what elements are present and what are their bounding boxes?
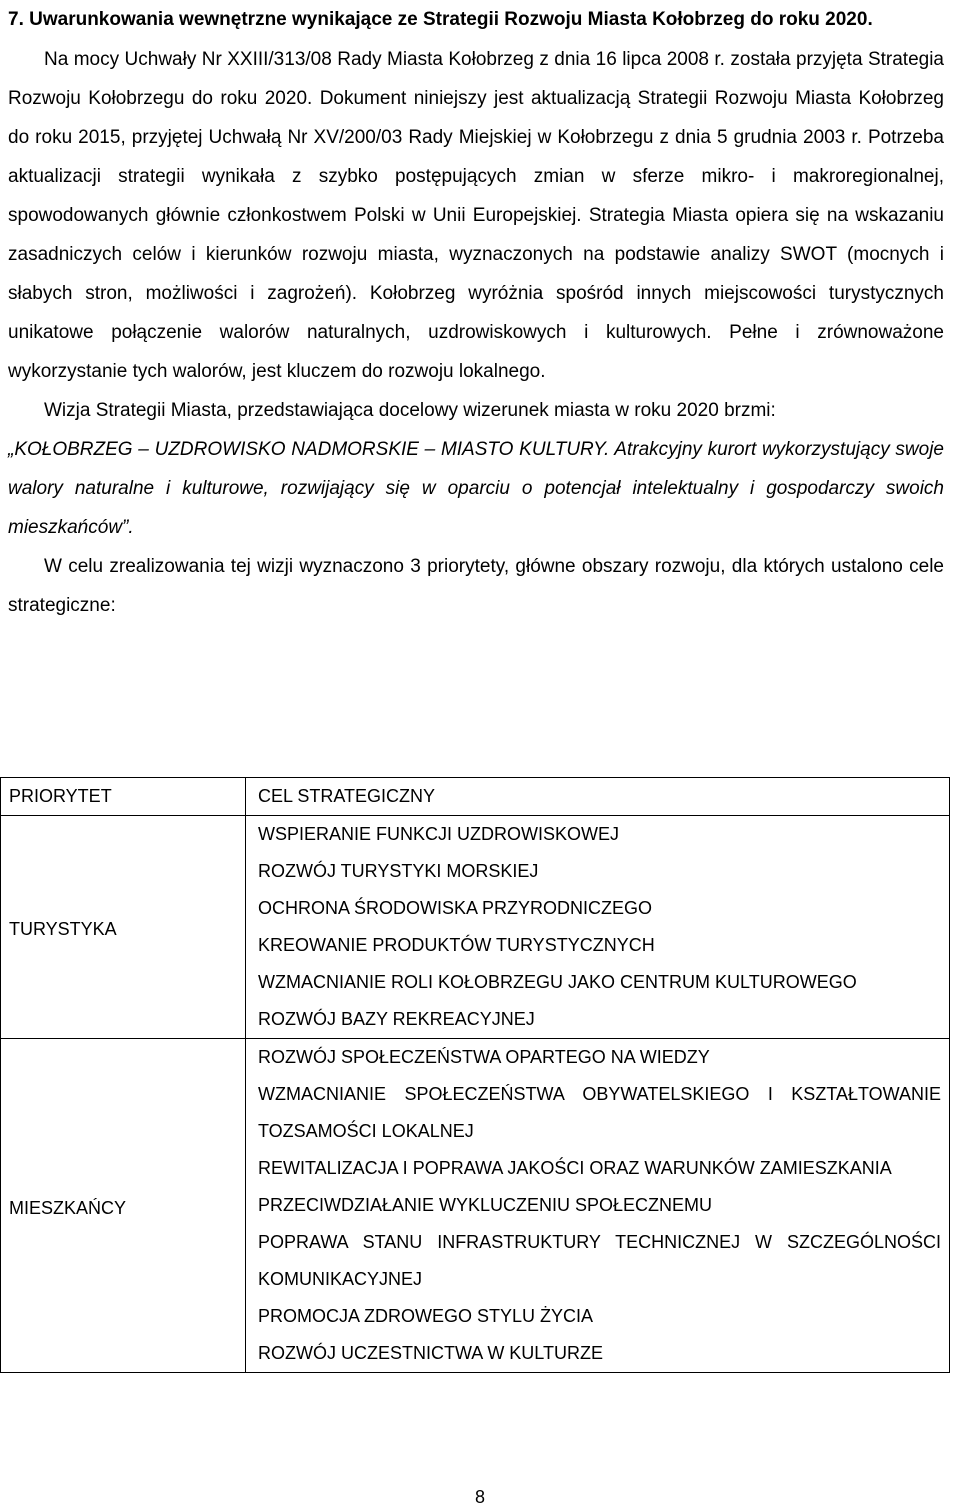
header-goal-cell <box>246 778 950 816</box>
header-priority-cell <box>1 778 246 816</box>
priority-label: TURYSTYKA <box>9 919 117 939</box>
table-group-turystyka <box>1 816 950 1039</box>
page-number: 8 <box>474 1487 485 1507</box>
document-page <box>8 0 944 625</box>
paragraph-priorities-intro: W celu zrealizowania tej wizji wyznaczono 3 priorytety, główne obszary rozwoju, dla których ustalono cele strategiczne: <box>8 556 944 616</box>
goal-item: WZMACNIANIE SPOŁECZEŃSTWA OBYWATELSKIEGO I KSZTAŁTOWANIE TOZSAMOŚCI LOKALNEJ <box>258 1084 941 1141</box>
priority-label: MIESZKAŃCY <box>9 1197 127 1218</box>
goal-item: POPRAWA STANU INFRASTRUKTURY TECHNICZNEJ W SZCZEGÓLNOŚCI KOMUNIKACYJNEJ <box>258 1232 941 1289</box>
section-heading: 7. Uwarunkowania wewnętrzne wynikające ze Strategii Rozwoju Miasta Kołobrzeg do roku 2020. <box>8 9 873 30</box>
paragraph-vision-intro: Wizja Strategii Miasta, przedstawiająca docelowy wizerunek miasta w roku 2020 brzmi: <box>44 400 776 421</box>
goal-item: WSPIERANIE FUNKCJI UZDROWISKOWEJ <box>258 824 620 844</box>
header-priority: PRIORYTET <box>9 786 112 806</box>
goal-item: ROZWÓJ SPOŁECZEŃSTWA OPARTEGO NA WIEDZY <box>258 1047 710 1067</box>
table-header-row <box>1 778 950 816</box>
table-group-mieszkancy <box>1 1039 950 1373</box>
paragraph-strategy-intro: Na mocy Uchwały Nr XXIII/313/08 Rady Miasta Kołobrzeg z dnia 16 lipca 2008 r. została przyjęta Strategia Rozwoju Kołobrzegu do roku 2020. Dokument niniejszy jest aktualizacją Strategii Rozwoju Miasta Kołobrzeg do roku 2015, przyjętej Uchwałą Nr XV/200/03 Rady Miejskiej w Kołobrzegu z dnia 5 grudnia 2003 r. Potrzeba aktualizacji strategii wynikała z szybko postępujących zmian w sferze mikro- i makroregionalnej, spowodowanych głównie członkostwem Polski w Unii Europejskiej. Strategia Miasta opiera się na wskazaniu zasadniczych celów i kierunków rozwoju miasta, wyznaczonych na podstawie analizy SWOT (mocnych i słabych stron, możliwości i zagrożeń). Kołobrzeg wyróżnia spośród innych miejscowości turystycznych unikatowe połączenie walorów naturalnych, uzdrowiskowych i kulturowych. Pełne i zrównoważone wykorzystanie tych walorów, jest kluczem do rozwoju lokalnego. <box>8 49 944 382</box>
paragraph-vision-text: „KOŁOBRZEG – UZDROWISKO NADMORSKIE – MIASTO KULTURY. Atrakcyjny kurort wykorzystujący swoje walory naturalne i kulturowe, rozwijający się w oparciu o potencjał intelektualny i gospodarczy swoich mieszkańców”. <box>8 439 944 538</box>
goal-item: KREOWANIE PRODUKTÓW TURYSTYCZNYCH <box>258 935 655 955</box>
goal-item: ROZWÓJ TURYSTYKI MORSKIEJ <box>258 861 539 881</box>
priorities-table <box>0 777 950 1373</box>
goal-item: WZMACNIANIE ROLI KOŁOBRZEGU JAKO CENTRUM KULTUROWEGO <box>258 972 857 992</box>
priority-cell-mieszkancy <box>1 1039 246 1373</box>
goal-item: OCHRONA ŚRODOWISKA PRZYRODNICZEGO <box>258 898 653 918</box>
goal-item: ROZWÓJ UCZESTNICTWA W KULTURZE <box>258 1343 603 1363</box>
goals-cell-turystyka <box>246 816 950 1039</box>
goal-item: REWITALIZACJA I POPRAWA JAKOŚCI ORAZ WARUNKÓW ZAMIESZKANIA <box>258 1158 892 1178</box>
goals-cell-mieszkancy <box>246 1039 950 1373</box>
header-goal: CEL STRATEGICZNY <box>258 786 436 806</box>
goal-item: PROMOCJA ZDROWEGO STYLU ŻYCIA <box>258 1306 594 1326</box>
goal-item: PRZECIWDZIAŁANIE WYKLUCZENIU SPOŁECZNEMU <box>258 1195 713 1215</box>
priority-cell-turystyka <box>1 816 246 1039</box>
goal-item: ROZWÓJ BAZY REKREACYJNEJ <box>258 1009 535 1029</box>
